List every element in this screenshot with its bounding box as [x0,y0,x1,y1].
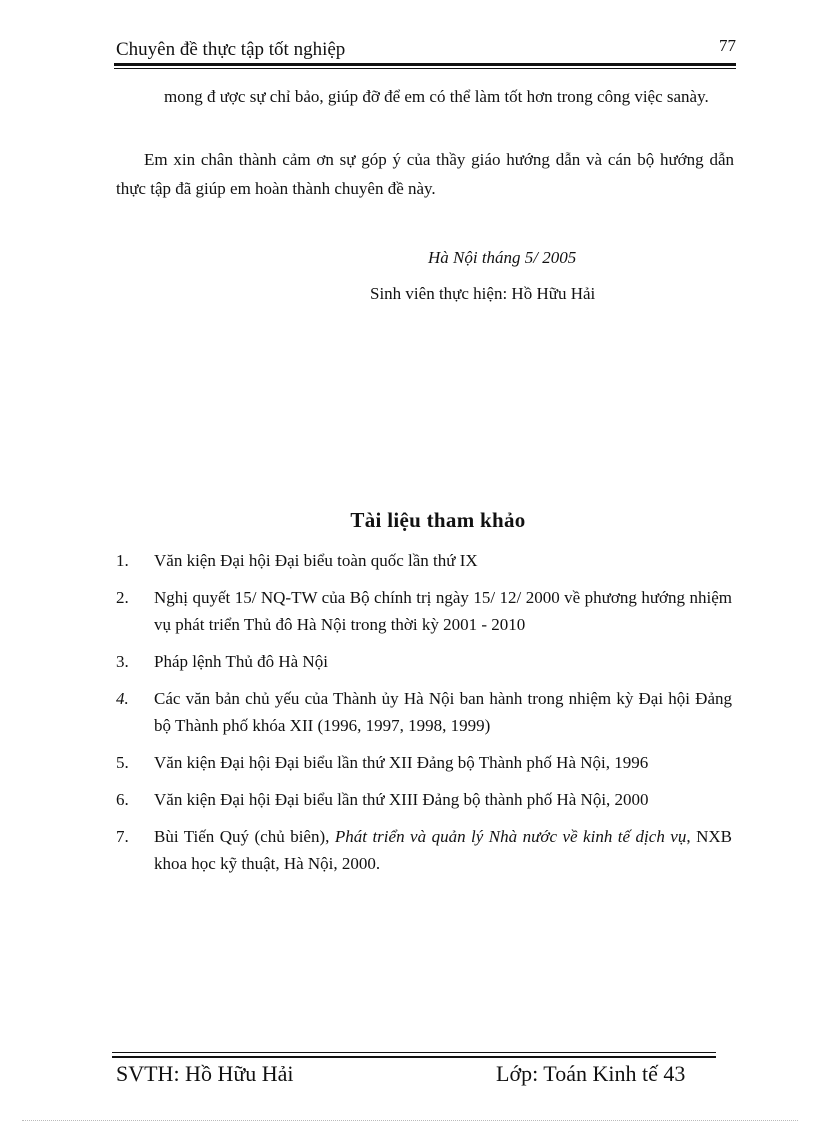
header-rule-thick [114,63,736,66]
page-header [116,36,736,64]
reference-item [116,823,732,877]
reference-number: 4. [116,689,129,708]
reference-book-title: Phát triển và quản lý Nhà nước về kinh tế dịch vụ [334,827,687,846]
reference-publisher: , NXB khoa học kỹ thuật, Hà Nội, 2000. [154,827,732,873]
reference-number: 6. [116,790,129,809]
reference-number: 1. [116,551,129,570]
footer-rule-thick [112,1056,716,1058]
reference-item [116,749,732,776]
body-paragraph-2: Em xin chân thành cảm ơn sự góp ý của thầy giáo hướng dẫn và cán bộ hướng dẫn thực tập đã giúp em hoàn thành chuyên đề này. [116,150,734,198]
header-title: Chuyên đề thực tập tốt nghiệp [116,39,346,60]
body-paragraph-1: mong đ ược sự chỉ bảo, giúp đỡ để em có thể làm tốt hơn trong công việc sanày. [164,87,709,106]
reference-author: Bùi Tiến Quý (chủ biên), [154,827,335,846]
page-edge-dotted-line [22,1120,798,1121]
footer-student: SVTH: Hồ Hữu Hải [116,1061,294,1086]
footer-rule-thin [112,1052,716,1053]
reference-text: Pháp lệnh Thủ đô Hà Nội [154,652,328,671]
reference-item [116,648,732,675]
header-rule-thin [114,68,736,69]
reference-text: Nghị quyết 15/ NQ-TW của Bộ chính trị ngày 15/ 12/ 2000 về phương hướng nhiệm vụ phát triển Thủ đô Hà Nội trong thời kỳ 2001 - 2010 [154,588,732,634]
reference-item [116,786,732,813]
page-number: 77 [719,36,736,55]
reference-number: 2. [116,588,129,607]
reference-text: Các văn bản chủ yếu của Thành ủy Hà Nội ban hành trong nhiệm kỳ Đại hội Đảng bộ Thành phố khóa XII (1996, 1997, 1998, 1999) [154,689,732,735]
references-heading: Tài liệu tham khảo [350,508,526,532]
reference-item [116,547,732,574]
signature-name: Sinh viên thực hiện: Hồ Hữu Hải [370,284,596,303]
references-list [116,547,732,887]
reference-number: 3. [116,652,129,671]
reference-item [116,685,732,739]
reference-number: 5. [116,753,129,772]
footer-class: Lớp: Toán Kinh tế 43 [496,1061,686,1086]
reference-text: Văn kiện Đại hội Đại biểu lần thứ XIII Đảng bộ thành phố Hà Nội, 2000 [154,790,649,809]
reference-item [116,584,732,638]
reference-number: 7. [116,827,129,846]
reference-text: Văn kiện Đại hội Đại biểu lần thứ XII Đảng bộ Thành phố Hà Nội, 1996 [154,753,649,772]
signature-date: Hà Nội tháng 5/ 2005 [428,248,577,267]
reference-text: Văn kiện Đại hội Đại biểu toàn quốc lần thứ IX [154,551,478,570]
